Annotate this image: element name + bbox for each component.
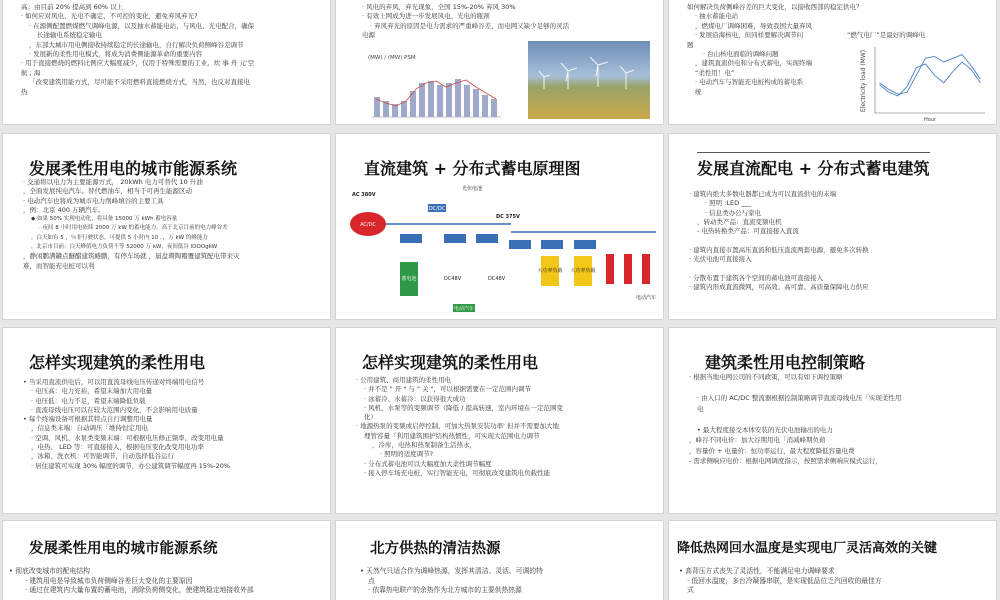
text-line: · 发展新的柔性用电模式，将成为消费侧能源革命的重要内容	[29, 50, 203, 59]
slide-body	[362, 3, 655, 41]
text-line: · 电压低：电力不足，希望末端降低负载	[31, 396, 146, 405]
slide-title: 发展柔性用电的城市能源系统	[29, 159, 238, 178]
text-line: · 低回水温度，多台冷凝器串联，是实现低品位乏汽回收的最佳方	[687, 576, 882, 585]
text-line: 电源	[362, 31, 375, 40]
side-note: “燃气电厂”是最好的调峰电	[847, 31, 926, 39]
text-line: • 高背压方式丧失了灵活性，不能满足电力调峰要求	[679, 567, 835, 575]
text-line: - 需求侧响应电价：根据电网调度指示，按照需求侧响应模式运行，	[689, 457, 882, 465]
slide-title: 发展柔性用电的城市能源系统	[29, 541, 218, 557]
chart-bars	[374, 79, 497, 117]
bar	[428, 81, 434, 117]
text-line: · 台山核电面临的调峰问题	[703, 50, 779, 59]
text-line: · 分散布置于建筑各个空间的蓄电池可直接接入	[689, 273, 824, 282]
text-line: · 在源侧配置燃煤燃气调峰电源，以及抽水蓄能电站，与风电、光电配合，确保	[29, 21, 255, 30]
text-line: 高；由目前 20% 提高到 60% 以上	[21, 3, 124, 11]
text-line: ，东部大城市用电侧接收持续稳定的长途输电，自行解决负荷侧峰谷差调节	[29, 40, 244, 49]
text-line: · 分布式蓄电池可以大幅度加大柔性调节幅度	[364, 459, 492, 468]
text-line	[689, 236, 986, 245]
text-line: · 地源热泵的变频或启停控制，可加大热泵安装功率' 但并不需要加大地	[356, 422, 559, 431]
slide-body	[21, 3, 322, 97]
slide-thumbnail-10[interactable]	[2, 520, 331, 600]
text-line: · 并不是 " 开 " 与 " 关 "，可以根据需要在一定范围内调节	[364, 385, 532, 394]
text-line: 难，而智能充电桩可以利	[23, 261, 95, 270]
series-line-2	[880, 62, 981, 96]
text-line: · 光伏电池可直接接入	[689, 255, 752, 264]
text-line: ，峰谷不同电价：加大谷期用电「消减峰期负荷	[689, 436, 826, 444]
text-line: 化）	[364, 413, 377, 422]
slide-thumbnail-8[interactable]	[335, 327, 664, 514]
ac-label: AC 380V	[352, 192, 376, 198]
text-line: ，燃煤电厂调峰困难，导致我国大量弃风	[695, 21, 812, 30]
text-line: • 天然气只适合作为调峰热源，发挥其清洁、灵活、可调的特	[360, 567, 543, 575]
text-line: · 照明的适度调节?	[380, 450, 434, 459]
text-line: ，建筑直流供电和分布式蓄电，实现终端	[695, 59, 812, 68]
text-line	[689, 383, 986, 394]
text-line: • 彻底改变城市的配电结构	[9, 567, 90, 575]
text-line: · 抽水蓄能电站	[695, 12, 739, 21]
text-line: ，例：北京 400 万辆汽车。	[23, 205, 105, 214]
bar	[437, 85, 443, 117]
text-line: · 直流母线电压可以在较大范围内变化，不会影响用电质量	[31, 405, 198, 414]
text-line: 热	[21, 87, 28, 96]
text-line: 电	[697, 404, 704, 413]
wind-turbine-icon	[528, 41, 650, 119]
text-line: “柔性用！电”	[695, 68, 735, 77]
slide-body	[360, 567, 657, 596]
text-line: ，静闲鹏满罐点醚醋建筑蜷鹏，有停车场就 ，届盘瓒陶瓣覆建筑配电带来灾	[23, 252, 240, 261]
slide-thumbnail-12[interactable]	[668, 520, 997, 600]
text-line: · 电动汽车与智能充电桩构成的蓄电系	[695, 78, 804, 87]
text-line: · 照明 :LED ___	[705, 199, 751, 208]
text-line: ，冰箱、洗衣机：可智能调节，自动选择低谷运行	[31, 452, 174, 461]
text-line: • 最大程度接受本体安装的光伏电池输出的电力	[697, 425, 833, 434]
text-line: ，电热、 LED 等：可直接接入，根据电压变化改变用电功率	[31, 443, 204, 452]
text-line: 点	[368, 576, 375, 585]
text-line: · 冰蓄冷、水蓄冷：以获得很大成功	[364, 394, 466, 403]
text-line: 「改变建筑用能方式，尽可能不采用燃料直接燃烧方式，当然，也反对直接电	[29, 78, 250, 87]
ev-label: 电动汽车	[453, 306, 475, 312]
slide-body	[9, 567, 324, 596]
pv-label: 光伏电池	[462, 186, 483, 192]
text-line: · 夜间 8 小时用电依续 2000 万 kW 的蓄电能力，高于北京目前的电力峰谷差	[39, 225, 228, 232]
text-line: · 建筑内形成直流微网，可高效、高可靠、高质量保障电力供应	[689, 282, 869, 291]
text-line: · 风机，水泵等的变频调节（降低 / 提高转速，室内环境在一定范围变	[364, 403, 563, 412]
text-line: 航 ; 海	[21, 68, 41, 77]
text-line: 如何解决负荷侧峰谷差的巨大变化，以接收西部的稳定供电？	[687, 3, 863, 11]
slide-title: 发展直流配电 + 分布式蓄电建筑	[697, 152, 930, 179]
slide-thumbnail-11[interactable]	[335, 520, 664, 600]
slide-thumbnail-6[interactable]	[668, 133, 997, 320]
slide-title: 建筑柔性用电控制策略	[705, 353, 866, 372]
slide-title: 直流建筑 + 分布式蓄电原理图	[364, 159, 581, 178]
text-line: · 用于直接燃烧的燃料比例应大幅度减少，仅用于特殊需要的工业，炊 事 舟 元'空	[21, 59, 255, 68]
text-line: · 建筑内直接市置高压直流和低压直流两套电源，避免多次转换	[689, 245, 869, 254]
text-line: · 居住建筑可实现 30% 幅度的调节，办公建筑调节幅度再 15%-20%	[31, 461, 231, 470]
text-line: ◆ 如果 50% 实现电动化，将具备 15000 万 kWh 蓄电容量	[31, 216, 178, 223]
slide-thumbnail-5[interactable]	[335, 133, 664, 320]
text-line: • 当采用直流供电后，可以用直流母线电压传递对终端用电信号	[23, 378, 205, 386]
car1-label: 大功率负载	[537, 268, 563, 274]
dc48b-label: DC48V	[488, 276, 506, 282]
text-line	[689, 264, 986, 273]
text-line: · 风电的弃风，弃光现象，全国 15%-20% 弃风 30%	[362, 3, 516, 11]
text-line: ，容量价 + 电量价：恒功率运行，最大程度降低容量电费	[689, 446, 855, 455]
slide-thumbnail-9[interactable]	[668, 327, 997, 514]
slide-thumbnail-7[interactable]	[2, 327, 331, 514]
text-line: · 如何应对风电、光电不确定、不可控的变化，避免弃风弃光?	[21, 12, 198, 21]
car2-label: 大功率负载	[570, 268, 596, 274]
text-line: · 信息类办公与家电	[705, 208, 762, 217]
dc375-label: DC 375V	[496, 214, 520, 220]
bar	[464, 85, 470, 117]
bar	[473, 89, 479, 117]
text-line: ，冷库，电热和热泵制备生活热水，	[372, 441, 476, 450]
text-line: · 建筑内绝大多数电器都已成为可以直流供电的末端	[689, 190, 837, 198]
text-line: · 电压高：电力充裕，希望末端加大用电量	[31, 387, 153, 396]
text-line: · 弃风弃光的原因是电力需求的严重峰谷差，而电网又缺少足够的灵活	[370, 21, 570, 30]
text-line	[689, 414, 986, 425]
text-line: 题	[687, 40, 694, 49]
text-line: · 发展沿海核电，但同样要解决调节问	[695, 31, 804, 40]
slide-title: 怎样实现建筑的柔性用电	[29, 353, 206, 372]
slide-body	[679, 567, 990, 596]
battery-label: 蓄电池	[401, 276, 417, 282]
slide-body	[356, 376, 653, 478]
text-line: · 公用建筑、商用建筑的柔性用电	[356, 376, 452, 384]
y-axis-label: Electricity load (MW)	[860, 49, 867, 113]
text-line: 统	[695, 87, 702, 96]
electricity-load-chart	[859, 41, 989, 125]
dcdc-label: DC/DC	[428, 206, 446, 212]
bar	[419, 83, 425, 117]
slide-body	[689, 372, 986, 467]
text-line: 埋管容量「利用建筑围护结构热惯性，可实现大范围电力调节	[364, 431, 540, 440]
text-line: - 电热转换类产品：可直接接入直流	[697, 227, 799, 236]
text-line: ，信息类末端：自动调压「维持恒定用电	[31, 424, 148, 433]
slide-body	[23, 178, 320, 271]
text-line: ，白天如有 5 ，％非行驶状态，可提供 5 小时内 10 。，万 kW 的峰能力	[31, 234, 208, 241]
series-line-1	[880, 55, 981, 95]
dc48a-label: DC48V	[444, 276, 462, 282]
bar	[455, 79, 461, 117]
text-line: • 每个终端设备可根据其特点自行调整用电量	[23, 415, 153, 424]
slide-body	[689, 190, 986, 292]
text-line: · 通过在建筑内大量布置的蓄电池，消除负荷侧变化，使建筑稳定地接收外部	[25, 586, 254, 594]
text-line: · 依靠热电联产的余热作为北方城市的主要供热热源	[368, 586, 522, 594]
slide-thumbnail-2[interactable]	[335, 0, 664, 125]
dc-building-diagram	[336, 134, 664, 320]
slide-thumbnail-1[interactable]	[2, 0, 331, 125]
text-line: ，北京市目前：白天峰值电力负荷不等 52000 万 kW，夜间低谷 lOOOgkW	[31, 244, 218, 251]
bar	[446, 83, 452, 117]
chart-label: (MW) / (MW) PSM	[368, 55, 416, 61]
text-line: · 由入口的 AC/DC 整流器根据控制策略调节直流母线电压「实现柔性用	[697, 394, 902, 402]
text-line: ，转动类产品：直流变频电机	[697, 217, 782, 226]
bar	[491, 99, 497, 117]
slide-thumbnail-4[interactable]	[2, 133, 331, 320]
wind-turbine-photo	[528, 41, 650, 119]
x-axis-label: Hour	[923, 117, 937, 123]
acdc-label: AC/DC	[360, 222, 376, 228]
text-line: · 空调、风机、水泵类变频末端：可根据电压修正频率，改变用电量	[31, 433, 224, 442]
bank-label: 电动汽车	[635, 295, 657, 301]
text-line: · 有效上网成为进一步发展风电、光电的瓶颈	[362, 12, 490, 21]
text-line: · 电动汽车也将成为城市电力削峰填谷的主要工具	[23, 196, 164, 205]
text-line: ，全面发展纯电汽车。替代燃油车，相当于可再生能源区动	[23, 187, 192, 196]
text-line: 式	[687, 586, 694, 594]
bar	[482, 95, 488, 117]
slide-title: 北方供热的清洁热源	[370, 541, 501, 557]
slide-body	[23, 378, 320, 471]
text-line: · 接入停车场充电桩，实行智能充电，可彻底改变建筑电负载性能	[364, 468, 551, 477]
slide-thumbnail-3[interactable]	[668, 0, 997, 125]
slide-title: 降低热网回水温度是实现电厂灵活高效的关键	[677, 541, 938, 556]
text-line: · 交通将以电力为主要能源方式， 20kWh 电力可替代 10 升油	[23, 178, 203, 186]
slide-title: 怎样实现建筑的柔性用电	[362, 353, 539, 372]
text-line: · 根据当地电网公司的不同政策，可以有如下调控策略	[689, 373, 843, 381]
load-bar-chart	[366, 71, 506, 121]
text-line: · 建筑用电是导致城市负荷侧峰谷差巨大变化的主要原因	[25, 576, 193, 585]
text-line: 长途输电系统稳定输电	[37, 31, 102, 40]
